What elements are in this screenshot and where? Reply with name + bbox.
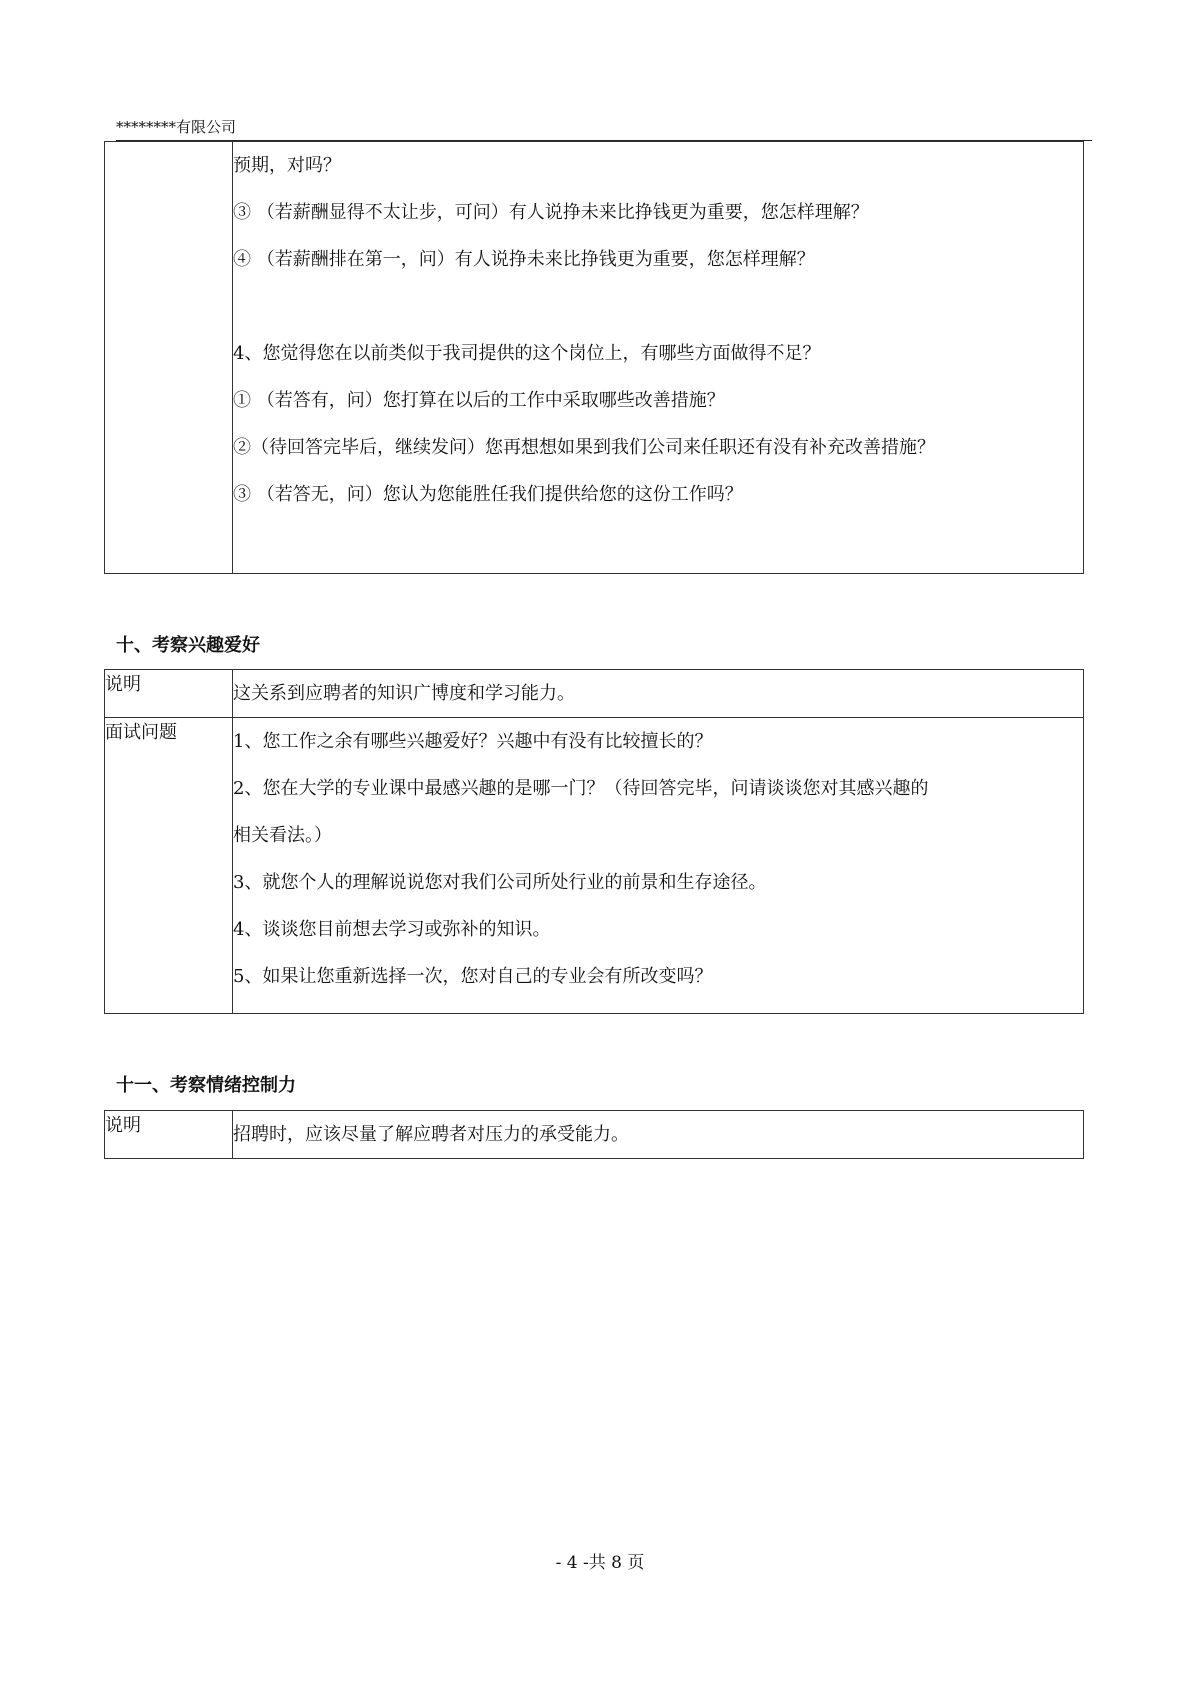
page-number: - 4 -共 8 页 — [555, 1553, 645, 1573]
section-11-table — [104, 1110, 1084, 1159]
section-10-questions-cell — [233, 718, 1084, 1014]
header-company: ********有限公司 — [116, 118, 237, 136]
section-10-table — [104, 669, 1084, 1014]
question-line: 4、谈谈您目前想去学习或弥补的知识。 — [233, 919, 551, 940]
section-10-explain-cell — [233, 670, 1084, 718]
question-line: 1、您工作之余有哪些兴趣爱好？兴趣中有没有比较擅长的？ — [233, 731, 713, 752]
continued-line: ③ （若薪酬显得不太让步，可问）有人说挣未来比挣钱更为重要，您怎样理解？ — [233, 202, 869, 223]
question-line: 2、您在大学的专业课中最感兴趣的是哪一门？（待回答完毕，问请谈谈您对其感兴趣的 — [233, 778, 929, 799]
section-11-explain-label: 说明 — [105, 1111, 233, 1159]
continued-line: ③ （若答无，问）您认为您能胜任我们提供给您的这份工作吗？ — [233, 484, 743, 505]
continued-line: 4、您觉得您在以前类似于我司提供的这个岗位上，有哪些方面做得不足？ — [233, 343, 821, 364]
continued-line: ④ （若薪酬排在第一，问）有人说挣未来比挣钱更为重要，您怎样理解？ — [233, 249, 815, 270]
section-11-title: 十一、考察情绪控制力 — [116, 1075, 296, 1096]
section-11-explain-cell — [233, 1111, 1084, 1159]
continued-line: ① （若答有，问）您打算在以后的工作中采取哪些改善措施？ — [233, 390, 725, 411]
section-10-explain-text: 这关系到应聘者的知识广博度和学习能力。 — [233, 683, 575, 704]
continued-table — [104, 141, 1084, 574]
section-11-explain-text: 招聘时，应该尽量了解应聘者对压力的承受能力。 — [233, 1124, 629, 1145]
question-line: 5、如果让您重新选择一次，您对自己的专业会有所改变吗？ — [233, 966, 713, 987]
continued-content-cell — [233, 142, 1084, 574]
question-line: 相关看法。） — [233, 825, 332, 846]
continued-line: 预期，对吗？ — [233, 155, 341, 176]
section-10-title: 十、考察兴趣爱好 — [116, 635, 260, 656]
continued-label-cell — [105, 142, 233, 574]
continued-blank-line — [233, 283, 1083, 330]
section-10-explain-label: 说明 — [105, 670, 233, 718]
section-10-questions-label: 面试问题 — [105, 718, 233, 1014]
question-line: 3、就您个人的理解说说您对我们公司所处行业的前景和生存途径。 — [233, 872, 767, 893]
continued-line: ②（待回答完毕后，继续发问）您再想想如果到我们公司来任职还有没有补充改善措施？ — [233, 437, 935, 458]
